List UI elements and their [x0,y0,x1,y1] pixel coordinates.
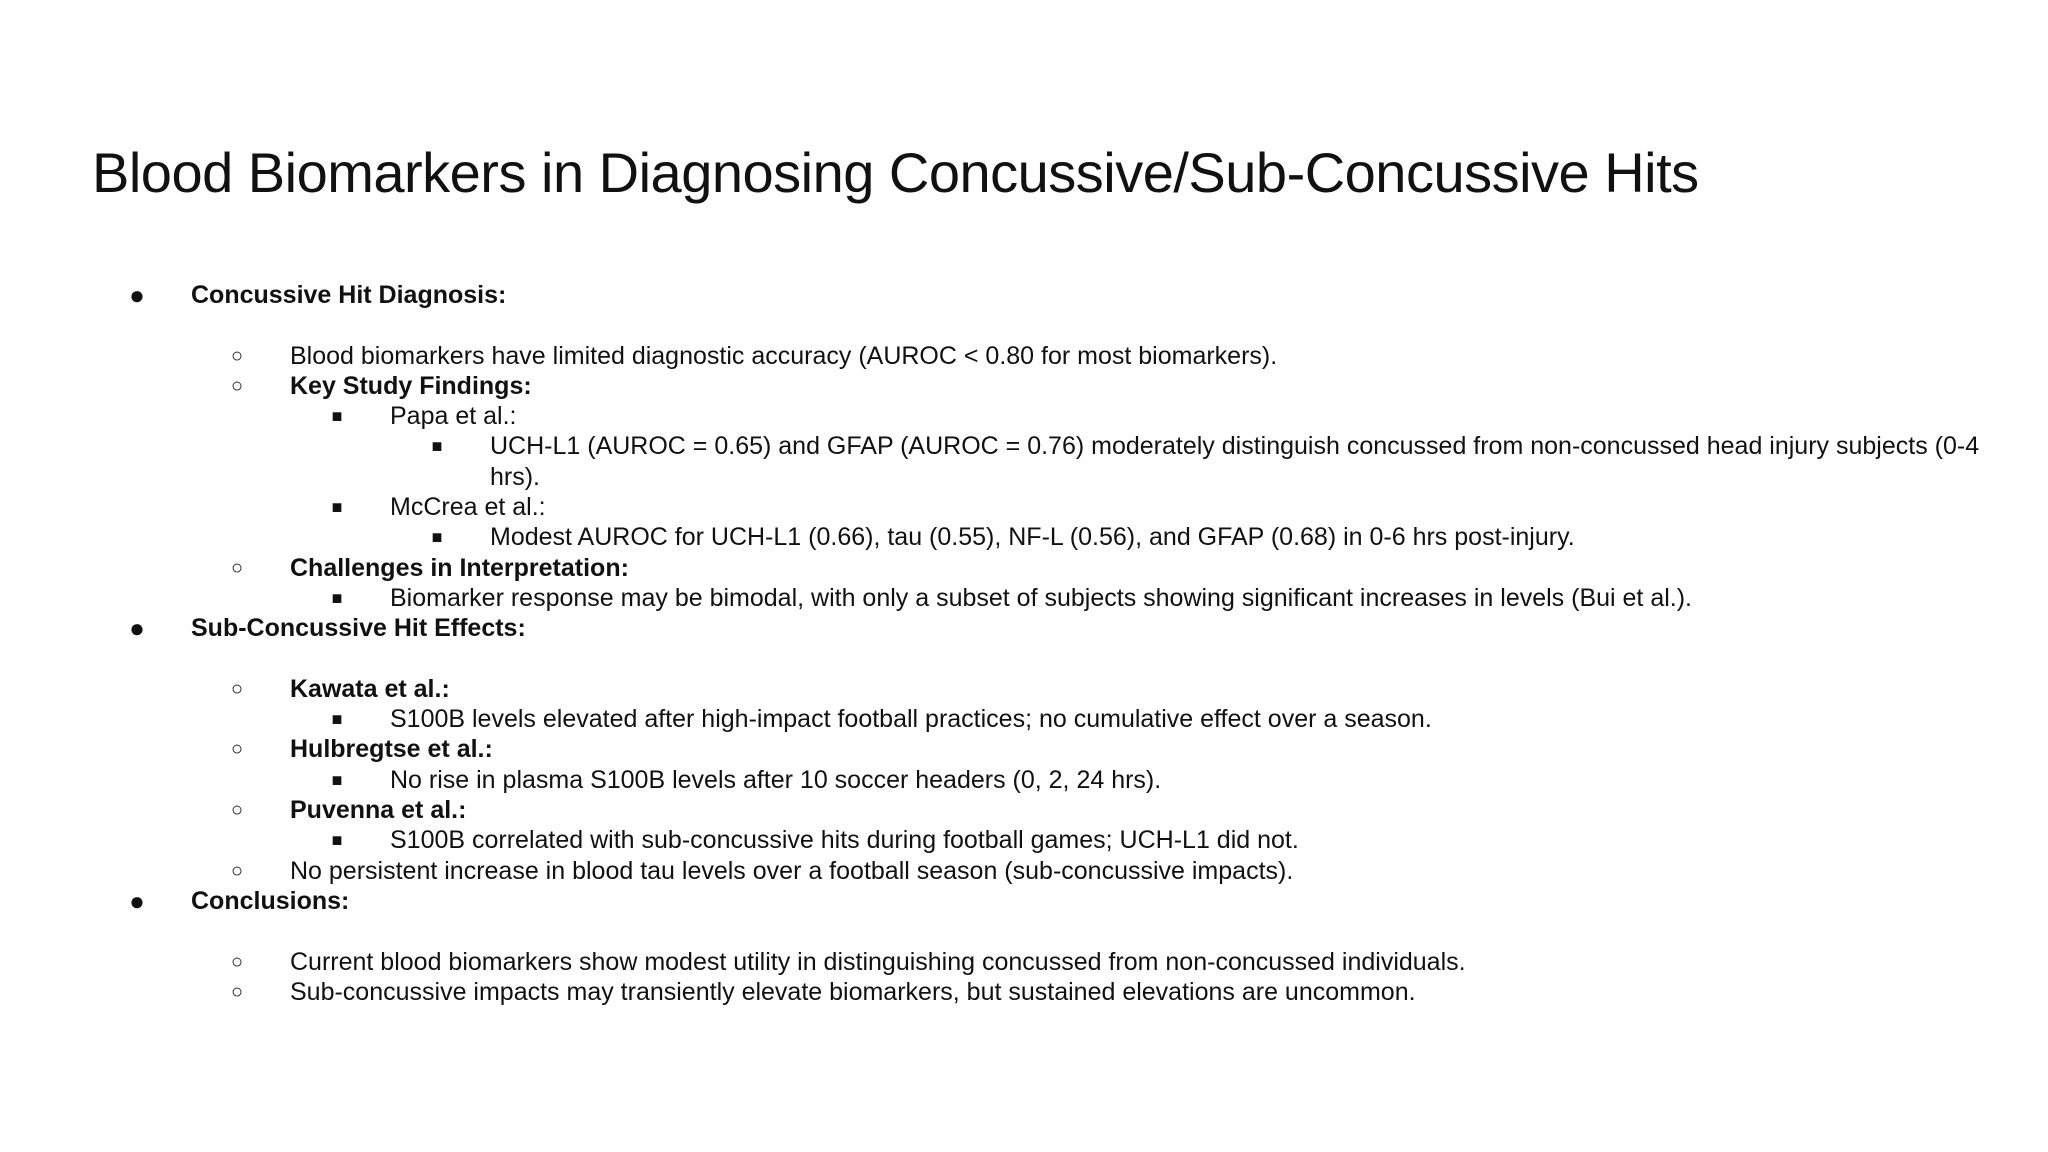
list-item-text: Key Study Findings: [290,371,532,400]
list-item [0,401,2048,431]
list-item-text: S100B levels elevated after high-impact football practices; no cumulative effect over a season. [390,705,1432,734]
hollow-circle-bullet-icon: ○ [230,799,244,822]
bullet-list [0,280,2048,1007]
square-bullet-icon: ■ [331,497,343,518]
list-item [0,341,2048,371]
list-item-text: Current blood biomarkers show modest utility in distinguishing concussed from non-concussed individuals. [290,947,1466,976]
list-item-text: Blood biomarkers have limited diagnostic accuracy (AUROC < 0.80 for most biomarkers). [290,341,1278,370]
square-bullet-icon: ■ [331,406,343,427]
hollow-circle-bullet-icon: ○ [230,344,244,367]
list-item-text: Biomarker response may be bimodal, with only a subset of subjects showing significant increases in levels (Bui et al.). [390,583,1693,612]
list-item [0,765,2048,795]
list-item [0,431,2048,492]
hollow-circle-bullet-icon: ○ [230,980,244,1003]
list-item-text: Modest AUROC for UCH-L1 (0.66), tau (0.55), NF-L (0.56), and GFAP (0.68) in 0-6 hrs post-injury. [490,523,1575,552]
list-item-text: Kawata et al.: [290,674,450,703]
hollow-circle-bullet-icon: ○ [230,859,244,882]
hollow-circle-bullet-icon: ○ [230,738,244,761]
list-item-text: Hulbregtse et al.: [290,735,493,764]
spacer [0,310,2048,340]
list-item [0,977,2048,1007]
list-item [0,825,2048,855]
section-subconcussive-heading [0,613,2048,643]
list-item-text: S100B correlated with sub-concussive hits during football games; UCH-L1 did not. [390,826,1299,855]
list-item-text: Puvenna et al.: [290,796,467,825]
filled-circle-bullet-icon: ● [129,885,145,916]
spacer [0,916,2048,946]
list-item-text: No rise in plasma S100B levels after 10 soccer headers (0, 2, 24 hrs). [390,765,1162,794]
list-item [0,492,2048,522]
section-heading: Sub-Concussive Hit Effects: [191,614,526,643]
square-bullet-icon: ■ [331,769,343,790]
square-bullet-icon: ■ [331,709,343,730]
list-item [0,856,2048,886]
list-item-text: UCH-L1 (AUROC = 0.65) and GFAP (AUROC = 0.76) moderately distinguish concussed from non-concussed head injury subjects (0-4 hrs). [490,432,1980,491]
list-item [0,553,2048,583]
list-item-text: McCrea et al.: [390,493,546,522]
list-item-text: Challenges in Interpretation: [290,553,629,582]
hollow-circle-bullet-icon: ○ [230,556,244,579]
section-heading: Concussive Hit Diagnosis: [191,281,507,309]
square-bullet-icon: ■ [331,830,343,851]
list-item [0,583,2048,613]
list-item [0,795,2048,825]
list-item-text: Papa et al.: [390,402,517,431]
list-item [0,734,2048,764]
square-bullet-icon: ■ [431,436,443,457]
list-item [0,704,2048,734]
list-item [0,522,2048,552]
filled-circle-bullet-icon: ● [129,280,145,310]
list-item [0,371,2048,401]
section-heading: Conclusions: [191,886,350,915]
hollow-circle-bullet-icon: ○ [230,374,244,397]
spacer [0,644,2048,674]
hollow-circle-bullet-icon: ○ [230,677,244,700]
square-bullet-icon: ■ [331,587,343,608]
list-item-text: Sub-concussive impacts may transiently elevate biomarkers, but sustained elevations are uncommon. [290,977,1416,1006]
hollow-circle-bullet-icon: ○ [230,950,244,973]
square-bullet-icon: ■ [431,527,443,548]
list-item [0,674,2048,704]
list-item-text: No persistent increase in blood tau levels over a football season (sub-concussive impacts). [290,856,1294,885]
slide-title: Blood Biomarkers in Diagnosing Concussive/Sub-Concussive Hits [92,141,1699,204]
section-concussive-heading [0,280,2048,310]
section-conclusions-heading [0,886,2048,916]
list-item [0,947,2048,977]
filled-circle-bullet-icon: ● [129,613,145,644]
